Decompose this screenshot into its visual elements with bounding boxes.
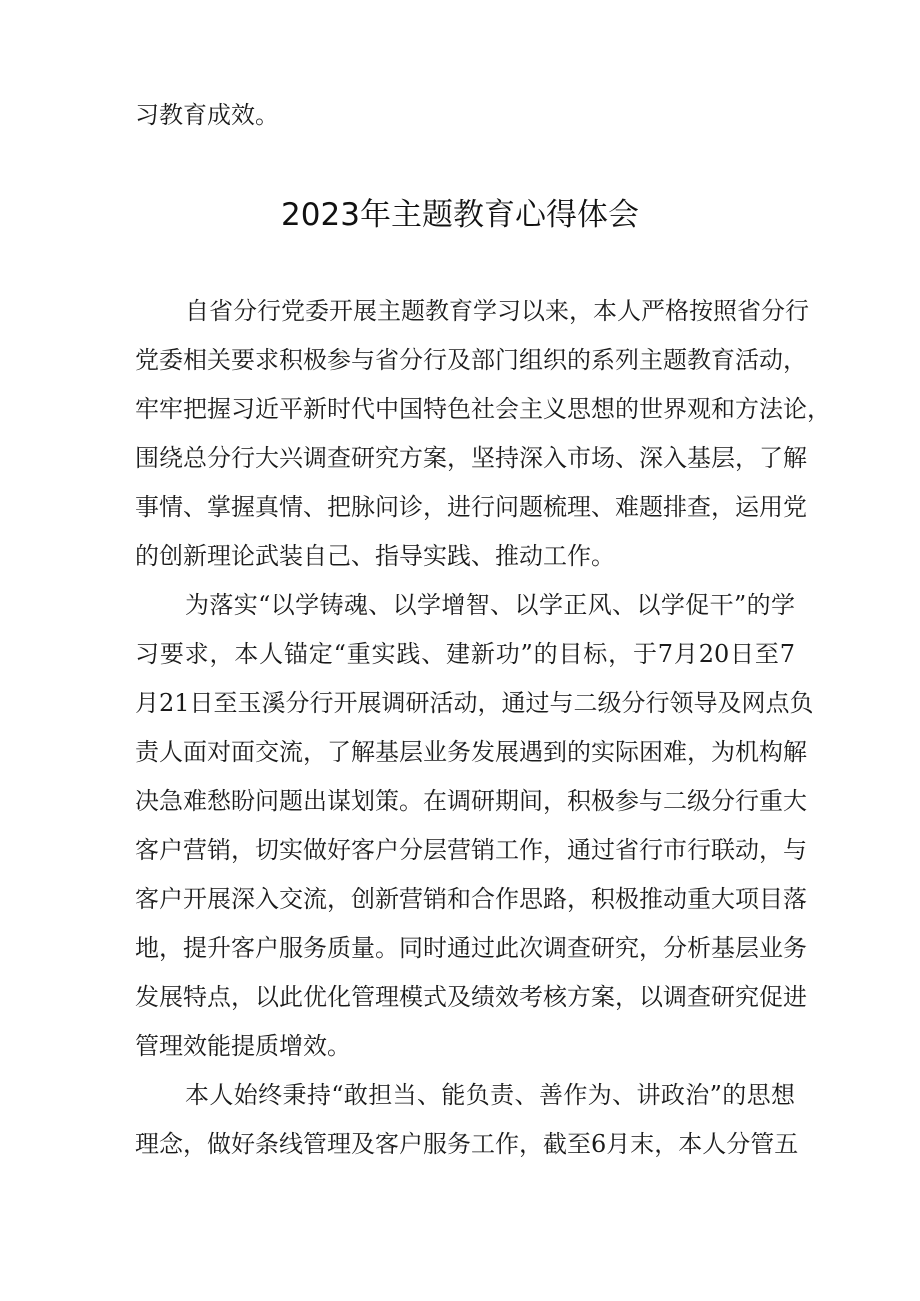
paragraph-1-line-1: 自省分行党委开展主题教育学习以来，本人严格按照省分行 <box>185 297 809 325</box>
paragraph-2-line-1: 为落实“以学铸魂、以学增智、以学正风、以学促干”的学 <box>185 591 795 619</box>
paragraph-2-line-9: 发展特点，以此优化管理模式及绩效考核方案，以调查研究促进 <box>135 983 807 1011</box>
paragraph-2-line-5: 决急难愁盼问题出谋划策。在调研期间，积极参与二级分行重大 <box>135 787 807 815</box>
paragraph-2-line-3: 月21日至玉溪分行开展调研活动，通过与二级分行领导及网点负 <box>135 689 814 717</box>
paragraph-2-line-8: 地，提升客户服务质量。同时通过此次调查研究，分析基层业务 <box>135 934 807 962</box>
carryover-line: 习教育成效。 <box>135 101 279 129</box>
paragraph-1-line-2: 党委相关要求积极参与省分行及部门组织的系列主题教育活动， <box>135 346 807 374</box>
paragraph-1-line-3: 牢牢把握习近平新时代中国特色社会主义思想的世界观和方法论， <box>135 395 831 423</box>
paragraph-1-line-5: 事情、掌握真情、把脉问诊，进行问题梳理、难题排查，运用党 <box>135 493 807 521</box>
paragraph-2-line-4: 责人面对面交流，了解基层业务发展遇到的实际困难，为机构解 <box>135 738 807 766</box>
paragraph-2-line-7: 客户开展深入交流，创新营销和合作思路，积极推动重大项目落 <box>135 885 807 913</box>
paragraph-2-line-10: 管理效能提质增效。 <box>135 1032 351 1060</box>
paragraph-2-line-6: 客户营销，切实做好客户分层营销工作，通过省行市行联动，与 <box>135 836 807 864</box>
paragraph-1-line-6: 的创新理论武装自己、指导实践、推动工作。 <box>135 542 615 570</box>
paragraph-1-line-4: 围绕总分行大兴调查研究方案，坚持深入市场、深入基层，了解 <box>135 444 807 472</box>
document-title: 2023年主题教育心得体会 <box>281 197 639 233</box>
paragraph-3-line-2: 理念，做好条线管理及客户服务工作，截至6月末，本人分管五 <box>135 1130 799 1158</box>
paragraph-2-line-2: 习要求，本人锚定“重实践、建新功”的目标，于7月20日至7 <box>135 640 795 668</box>
paragraph-3-line-1: 本人始终秉持“敢担当、能负责、善作为、讲政治”的思想 <box>185 1081 795 1109</box>
